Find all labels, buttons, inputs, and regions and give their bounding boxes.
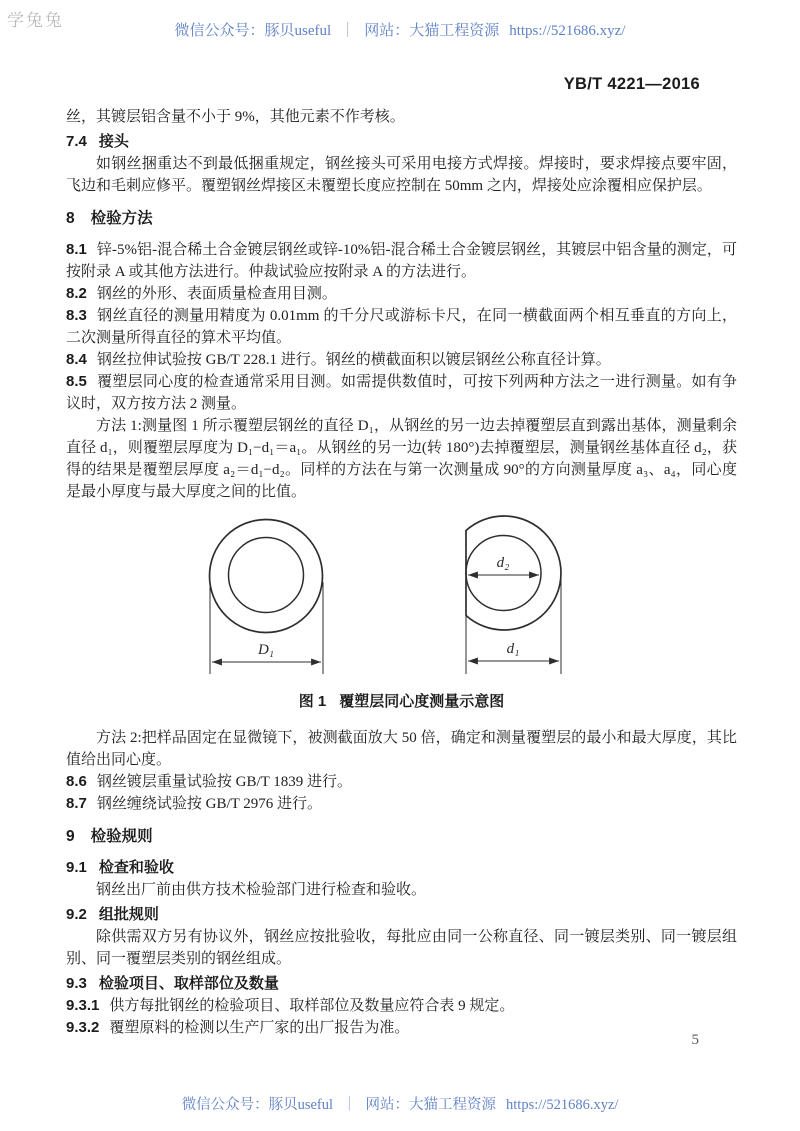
clause-8-2-text: 钢丝的外形、表面质量检查用目测。	[96, 286, 337, 302]
heading-7-4	[66, 131, 737, 153]
heading-9-1-number: 9.1	[66, 859, 87, 876]
heading-8	[66, 208, 737, 230]
promo-site-label-footer: 网站：大猫工程资源	[365, 1097, 497, 1113]
clause-9-3-1-number: 9.3.1	[66, 997, 100, 1014]
clause-8-6-text: 钢丝镀层重量试验按 GB/T 1839 进行。	[96, 774, 353, 790]
heading-7-4-number: 7.4	[66, 133, 87, 150]
heading-7-4-title: 接头	[98, 133, 129, 150]
clause-8-2-number: 8.2	[66, 285, 87, 302]
clause-9-3-1	[66, 995, 737, 1017]
promo-header	[0, 19, 800, 40]
promo-url-link-footer[interactable]: https://521686.xyz/	[506, 1097, 619, 1113]
clause-8-3-text: 钢丝直径的测量用精度为 0.01mm 的千分尺或游标卡尺，在同一横截面两个相互垂直的方向上，二次测量所得直径的算术平均值。	[66, 308, 737, 346]
heading-9-2	[66, 904, 737, 926]
clause-8-4-text: 钢丝拉伸试验按 GB/T 228.1 进行。钢丝的横截面积以镀层钢丝公称直径计算。	[96, 352, 611, 368]
paragraph-9-2: 除供需双方另有协议外，钢丝应按批验收，每批应由同一公称直径、同一镀层类别、同一镀层组别、同一覆塑层类别的钢丝组成。	[66, 929, 737, 967]
heading-9-3-number: 9.3	[66, 975, 87, 992]
promo-site-label: 网站：大猫工程资源	[364, 23, 500, 39]
outer-coating-circle-left	[210, 520, 323, 633]
inner-wire-circle-right	[466, 536, 541, 611]
document-body	[66, 106, 737, 1039]
continued-paragraph: 丝，其镀层铝含量不小于 9%，其他元素不作考核。	[66, 109, 405, 125]
clause-8-3-number: 8.3	[66, 307, 87, 324]
heading-9-1	[66, 857, 737, 879]
clause-8-7-number: 8.7	[66, 795, 87, 812]
standard-code: YB/T 4221—2016	[563, 75, 700, 93]
heading-9	[66, 826, 737, 848]
clause-9-3-2-text: 覆塑原料的检测以生产厂家的出厂报告为准。	[109, 1020, 410, 1036]
paragraph-method-2: 方法 2:把样品固定在显微镜下，被测截面放大 50 倍，确定和测量覆塑层的最小和最大厚度，其比值给出同心度。	[66, 730, 737, 768]
clause-8-6-number: 8.6	[66, 773, 87, 790]
promo-wechat-label: 微信公众号：豚贝useful	[174, 23, 332, 39]
clause-8-6	[66, 771, 737, 793]
clause-8-1-text: 锌-5%铝-混合稀土合金镀层钢丝或锌-10%铝-混合稀土合金镀层钢丝，其镀层中铝含量的测定，可按附录 A 或其他方法进行。仲裁试验应按附录 A 的方法进行。	[66, 242, 737, 280]
clause-9-3-1-text: 供方每批钢丝的检验项目、取样部位及数量应符合表 9 规定。	[109, 998, 515, 1014]
heading-8-title: 检验方法	[90, 210, 153, 227]
heading-9-title: 检验规则	[90, 828, 153, 845]
paragraph-9-1: 钢丝出厂前由供方技术检验部门进行检查和验收。	[96, 882, 427, 898]
figure-1-caption-label: 图 1	[298, 693, 327, 710]
clause-8-4	[66, 349, 737, 371]
figure-1-caption	[66, 691, 737, 713]
clause-9-3-2	[66, 1017, 737, 1039]
clause-8-2	[66, 283, 737, 305]
promo-url-link[interactable]: https://521686.xyz/	[509, 23, 626, 39]
paragraph-method-1: 方法 1:测量图 1 所示覆塑层钢丝的直径 D₁，从钢丝的另一边去掉覆塑层直到露出基体，测量剩余直径 d₁，则覆塑层厚度为 D₁−d₁＝a₁。从钢丝的另一边(转 180°)去掉覆塑层，测量钢丝基体直径 d₂，获得的结果是覆塑层厚度 a₂＝d₁−d₂。同样的方法在与第一次测量成 90°的方向测量厚度 a₃、a₄，同心度是最小厚度与最大厚度之间的比值。	[66, 418, 737, 500]
clause-8-5-number: 8.5	[66, 373, 87, 390]
clause-8-7	[66, 793, 737, 815]
clause-8-4-number: 8.4	[66, 351, 87, 368]
heading-9-2-number: 9.2	[66, 906, 87, 923]
heading-8-number: 8	[66, 210, 75, 227]
promo-wechat-label-footer: 微信公众号：豚贝useful	[181, 1097, 334, 1113]
clause-8-1-number: 8.1	[66, 241, 87, 258]
dim-label-d2: d₂	[496, 555, 510, 571]
dim-label-D1: D₁	[257, 642, 275, 658]
clause-8-5-text: 覆塑层同心度的检查通常采用目测。如需提供数值时，可按下列两种方法之一进行测量。如有争议时，双方按方法 2 测量。	[66, 374, 737, 412]
clause-8-7-text: 钢丝缠绕试验按 GB/T 2976 进行。	[96, 796, 323, 812]
figure-1-svg	[66, 503, 737, 691]
figure-1-caption-title: 覆塑层同心度测量示意图	[339, 693, 505, 710]
clause-8-1	[66, 239, 737, 283]
heading-9-3-title: 检验项目、取样部位及数量	[98, 975, 279, 992]
page-number: 5	[691, 1032, 699, 1048]
promo-footer	[0, 1093, 800, 1114]
heading-9-3	[66, 973, 737, 995]
clause-8-3	[66, 305, 737, 349]
paragraph-7-4: 如钢丝捆重达不到最低捆重规定，钢丝接头可采用电接方式焊接。焊接时，要求焊接点要牢固，飞边和毛刺应修平。覆塑钢丝焊接区未覆塑长度应控制在 50mm 之内，焊接处应涂覆相应保护层。	[66, 156, 737, 194]
heading-9-1-title: 检查和验收	[98, 859, 174, 876]
clause-8-5	[66, 371, 737, 415]
heading-9-number: 9	[66, 828, 75, 845]
heading-9-2-title: 组批规则	[98, 906, 159, 923]
dim-label-d1: d₁	[506, 641, 520, 657]
figure-1-concentricity-diagram	[66, 503, 737, 691]
inner-wire-circle-left	[229, 538, 304, 613]
promo-separator-footer: ｜	[342, 1097, 357, 1113]
watermark-site-name: 学兔兔	[7, 11, 64, 30]
outer-coating-shape-right	[466, 516, 561, 630]
promo-separator: ｜	[340, 23, 356, 39]
clause-9-3-2-number: 9.3.2	[66, 1019, 100, 1036]
